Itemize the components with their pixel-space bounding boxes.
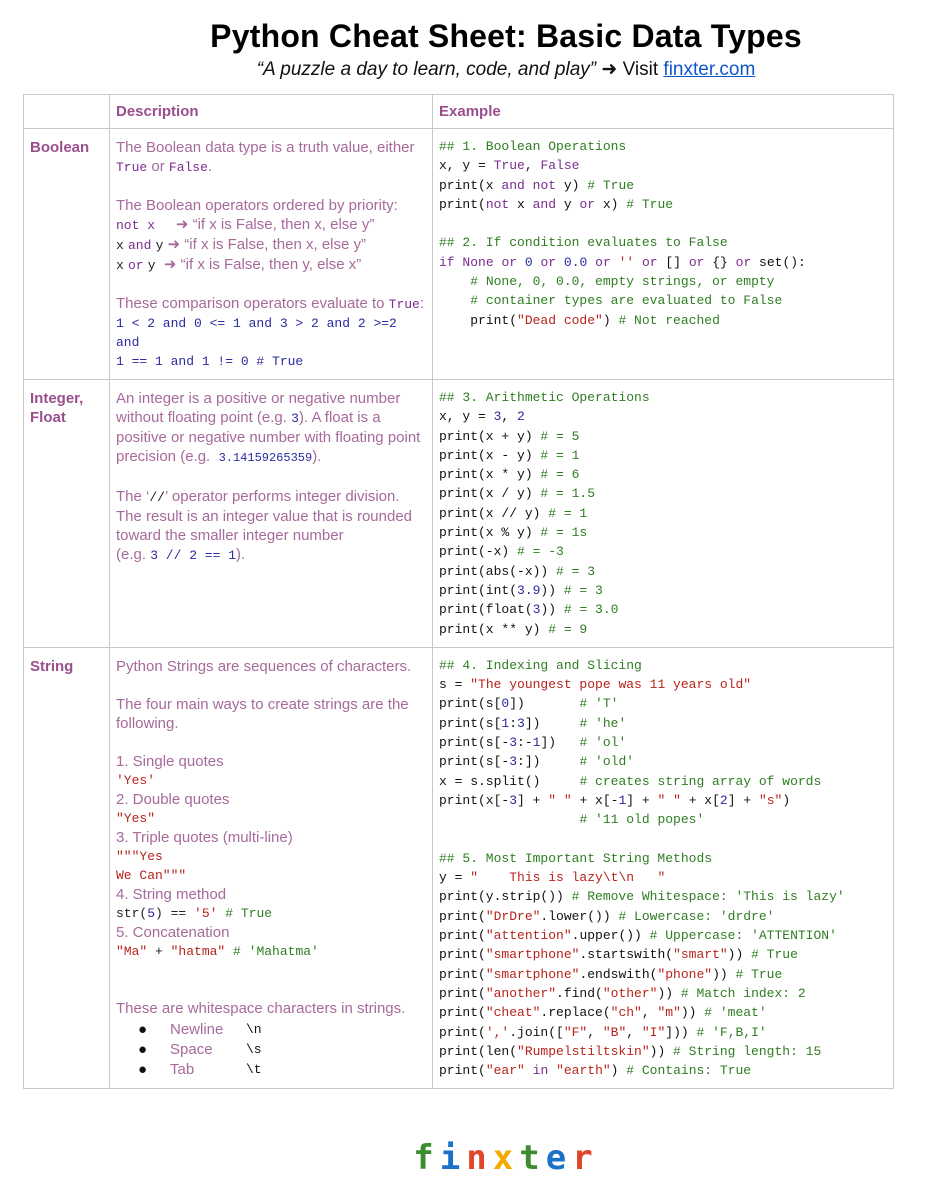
row-label-string: String <box>24 647 110 1089</box>
whitespace-name: Space <box>170 1040 213 1058</box>
concatenation-code: "Ma" + "hatma" # 'Mahatma' <box>116 943 319 959</box>
logo-letter: r <box>572 1138 599 1178</box>
cheat-sheet-table <box>23 94 894 1089</box>
boolean-operators-intro: The Boolean operators ordered by priority: <box>116 197 398 214</box>
table-row <box>24 380 894 648</box>
float-desc-text: ). A float is a positive or negative number with floating point precision (e.g. <box>116 409 421 465</box>
comparison-true-keyword: True <box>388 297 420 312</box>
concatenation-label: 5. Concatenation <box>116 923 230 941</box>
string-description <box>110 647 433 1089</box>
logo-letter: i <box>439 1138 467 1178</box>
string-code-block: ## 4. Indexing and Slicing s = "The youngest pope was 11 years old" print(s[0]) # 'T' print(s[1:3]) # 'he' print(s[-3:-1]) # 'ol' print(s[-3:]) # 'old' x = s.split() # creates string array of words print(x[-3] + " " + x[-1] + " " + x[2] + "s") # '11 old popes' ## 5. Most Important String Methods y = " This is lazy\t\n " print(y.strip()) # Remove Whitespace: 'This is lazy' print("DrDre".lower()) # Lowercase: 'drdre' print("attention".upper()) # Uppercase: 'ATTENTION' print("smartphone".startswith("smart")) # True print("smartphone".endswith("phone")) # True print("another".find("other")) # Match index: 2 print("cheat".replace("ch", "m")) # 'meat' print(','.join(["F", "B", "I"])) # 'F,B,I' print(len("Rumpelstiltskin")) # String length: 15 print("ear" in "earth") # Contains: True <box>439 657 845 1079</box>
integer-desc-text: An integer is a positive or negative number without floating point (e.g. <box>116 390 401 426</box>
whitespace-name: Newline <box>170 1020 224 1038</box>
whitespace-escape: \t <box>246 1061 262 1077</box>
single-quotes-code: 'Yes' <box>116 772 156 788</box>
whitespace-name: Tab <box>170 1060 195 1078</box>
row-label-boolean: Boolean <box>24 129 110 380</box>
division-example-start: (e.g. <box>116 546 147 563</box>
tagline-quote: “A puzzle a day to learn, code, and play” <box>256 59 597 80</box>
finxter-link[interactable]: finxter.com <box>663 59 756 80</box>
division-desc-text: ’ operator performs integer division. The result is an integer value that is rounded toward the smaller integer number <box>116 488 413 544</box>
bullet-icon: ● <box>138 1040 148 1058</box>
whitespace-escape: \s <box>246 1041 262 1057</box>
and-keyword: and <box>127 238 152 253</box>
finxter-logo <box>0 1138 927 1178</box>
float-desc-end: ). <box>312 448 322 465</box>
single-quotes-label: 1. Single quotes <box>116 752 224 770</box>
false-keyword: False <box>168 160 208 175</box>
list-item <box>140 1060 426 1080</box>
string-desc-2: The four main ways to create strings are the following. <box>116 695 409 732</box>
division-example-end: ). <box>236 546 246 563</box>
boolean-description: The Boolean data type is a truth value, either True or False. The Boolean operators ordered by priority: not x ➜ “if x is False, then x, else y” x and y ➜ “if x is False, then x, else y” x or y ➜ “if x is False, then y, else x” These comparison operators evaluate to True: 1 < 2 and 0 <= 1 and 3 > 2 and 2 >=2 and 1 == 1 and 1 != 0 # True <box>110 129 433 380</box>
visit-label: Visit <box>622 59 659 80</box>
and-operand-b: y <box>155 238 164 253</box>
and-operator-text: ➜ “if x is False, then x, else y” <box>167 236 367 253</box>
whitespace-escape: \n <box>246 1021 262 1037</box>
page-title: Python Cheat Sheet: Basic Data Types <box>210 18 802 54</box>
triple-quotes-label: 3. Triple quotes (multi-line) <box>116 828 293 846</box>
boolean-code-block: ## 1. Boolean Operations x, y = True, False print(x and not y) # True print(not x and y or x) # True ## 2. If condition evaluates to False if None or 0 or 0.0 or '' or [] or {} or set(): # None, 0, 0.0, empty strings, or empty # container types are evaluated to False print("Dead code") # Not reached <box>439 139 806 328</box>
float-example: 3.14159265359 <box>218 451 313 465</box>
table-header-row <box>24 95 894 129</box>
logo-letter: e <box>545 1138 573 1178</box>
or-word: or <box>151 158 165 175</box>
triple-quotes-code-2: We Can""" <box>116 867 187 883</box>
comparison-intro: These comparison operators evaluate to <box>116 295 385 312</box>
string-method-code: str(5) == '5' # True <box>116 905 273 921</box>
string-example <box>433 647 894 1089</box>
header-cell-example: Example <box>433 95 894 129</box>
whitespace-list <box>140 1020 426 1080</box>
row-label-integer-float: Integer, Float <box>24 380 110 648</box>
comparison-code-line-2: 1 == 1 and 1 != 0 # True <box>116 354 304 369</box>
integer-description <box>110 380 433 648</box>
string-method-label: 4. String method <box>116 885 227 903</box>
table-row <box>24 647 894 1089</box>
table-row <box>24 129 894 380</box>
triple-quotes-code-1: """Yes <box>116 848 163 864</box>
or-operator-text: ➜ “if x is False, then y, else x” <box>163 256 362 273</box>
logo-letter: t <box>519 1138 546 1178</box>
integer-example: 3 <box>291 411 299 426</box>
boolean-example <box>433 129 894 380</box>
logo-letter: n <box>466 1138 493 1178</box>
boolean-desc-text: The Boolean data type is a truth value, either <box>116 139 415 156</box>
and-operand-a: x <box>116 238 124 253</box>
double-quotes-code: "Yes" <box>116 810 156 826</box>
or-operand-b: y <box>147 258 156 273</box>
integer-code-block: ## 3. Arithmetic Operations x, y = 3, 2 print(x + y) # = 5 print(x - y) # = 1 print(x * y) # = 6 print(x / y) # = 1.5 print(x // y) # = 1 print(x % y) # = 1s print(-x) # = -3 print(abs(-x)) # = 3 print(int(3.9)) # = 3 print(float(3)) # = 3.0 print(x ** y) # = 9 <box>439 390 650 637</box>
page-subtitle <box>0 58 927 81</box>
list-item <box>140 1020 426 1040</box>
true-keyword: True <box>116 160 148 175</box>
logo-letter: x <box>492 1138 520 1178</box>
string-desc-1: Python Strings are sequences of characters. <box>116 657 412 675</box>
division-operator: // <box>149 490 165 505</box>
header-cell-empty <box>24 95 110 129</box>
not-operator-text: ➜ “if x is False, then x, else y” <box>175 216 375 233</box>
division-example-code: 3 // 2 == 1 <box>150 548 237 563</box>
arrow-icon: ➜ <box>601 59 618 80</box>
not-operator-code: not x <box>116 218 156 233</box>
bullet-icon: ● <box>138 1060 148 1078</box>
or-operand-a: x <box>116 258 124 273</box>
division-desc-start: The ‘ <box>116 488 150 505</box>
logo-letter: f <box>413 1138 440 1178</box>
bullet-icon: ● <box>138 1020 148 1038</box>
comparison-code-line-1: 1 < 2 and 0 <= 1 and 3 > 2 and 2 >=2 and <box>116 316 397 350</box>
header-cell-description: Description <box>110 95 433 129</box>
whitespace-intro: These are whitespace characters in strings. <box>116 999 406 1017</box>
integer-example <box>433 380 894 648</box>
or-keyword: or <box>127 258 144 273</box>
list-item <box>140 1040 426 1060</box>
double-quotes-label: 2. Double quotes <box>116 790 230 808</box>
